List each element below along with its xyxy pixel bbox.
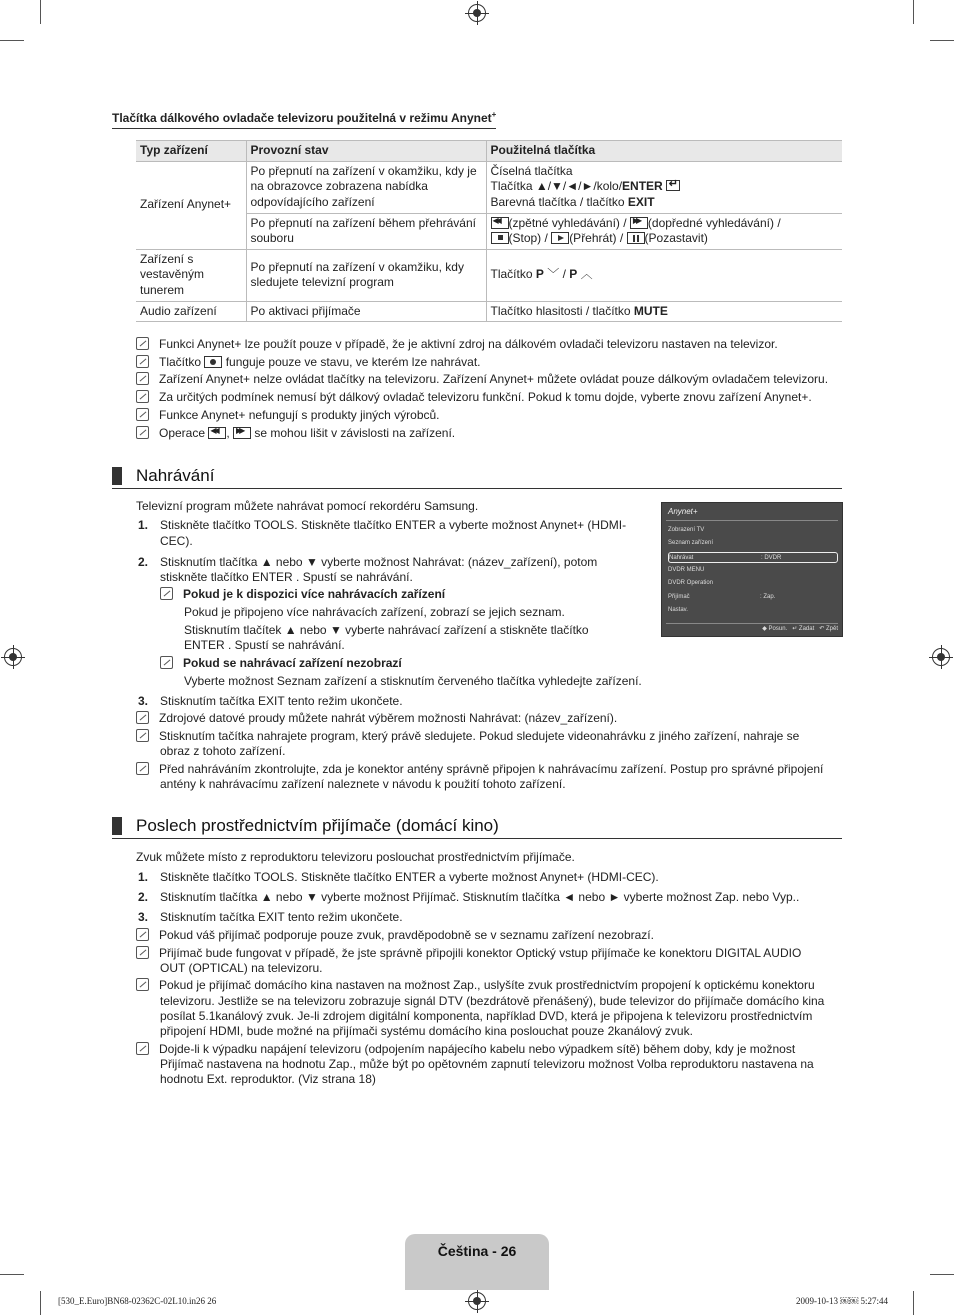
menu-item[interactable]: Nastav.	[668, 607, 688, 613]
cell-buttons: Tlačítko hlasitosti / tlačítko MUTE	[486, 301, 842, 322]
note-icon	[136, 762, 149, 775]
note: Zařízení Anynet+ nelze ovládat tlačítky na televizoru. Zařízení Anynet+ můžete ovládat pouze dálkovým ovladačem televizoru.	[136, 372, 828, 388]
anynet-logo: Anynet+	[668, 507, 698, 516]
note-icon	[136, 337, 149, 350]
menu-item[interactable]: Seznam zařízení	[668, 540, 714, 546]
rewind-icon	[208, 427, 226, 439]
menu-item[interactable]: Zobrazení TV	[668, 527, 705, 533]
step-text: Stiskněte tlačítko TOOLS. Stiskněte tlačítko ENTER a vyberte možnost Anynet+ (HDMI-CEC).	[160, 870, 659, 884]
cell-state: Po přepnutí na zařízení v okamžiku, kdy je na obrazovce zobrazena nabídka odpovídajícího zařízení	[246, 161, 486, 213]
note: Pokud je přijímač domácího kina nastaven na možnost Zap., uslyšíte zvuk prostřednictvím propojení k optickému konektoru	[136, 978, 815, 994]
page-number: Čeština - 26	[437, 1243, 517, 1259]
step-number: 2.	[138, 555, 149, 569]
menu-item[interactable]: DVDR MENU	[668, 567, 705, 573]
note-icon	[136, 729, 149, 742]
fast-forward-icon	[630, 217, 648, 229]
note: Zdrojové datové proudy můžete nahrát výběrem možnosti Nahrávat: (název_zařízení).	[136, 711, 617, 727]
intro-text: Televizní program můžete nahrávat pomocí rekordéru Samsung.	[136, 499, 479, 513]
step-text: Stisknutím tačítka EXIT tento režim ukončete.	[160, 910, 403, 924]
step-text: Stisknutím tačítka EXIT tento režim ukončete.	[160, 694, 403, 708]
col-header-buttons: Použitelná tlačítka	[486, 141, 842, 162]
note-text: televizoru. Jestliže se na televizoru zobrazuje signál DTV (bezdrátově přenášený), bude televizor do přijímače domácího kina	[160, 994, 825, 1008]
step-number: 1.	[138, 870, 149, 884]
crop-mark	[913, 1291, 914, 1315]
note-text: posílat 5.1kanálový zvuk. Je-li zdrojem digitální komponenta, například DVD, která je připojena k televizoru prostřednictvím	[160, 1009, 813, 1023]
step-number: 3.	[138, 694, 149, 708]
crop-mark	[930, 40, 954, 41]
enter-icon	[666, 180, 680, 191]
note: Dojde-li k výpadku napájení televizoru (odpojením napájecího kabelu nebo výpadkem sítě) během doby, kdy je možnost	[136, 1042, 795, 1058]
cell-buttons: Číselná tlačítka Tlačítka ▲/▼/◄/►/kolo/ENTER↵ Barevná tlačítka / tlačítko EXIT	[486, 161, 842, 213]
cell-state: Po přepnutí na zařízení během přehrávání souboru	[246, 213, 486, 249]
print-info-right: 2009-10-13 ￼￼ 5:27:44	[796, 1296, 888, 1306]
note: Funkci Anynet+ lze použít pouze v případě, že je aktivní zdroj na dálkovém ovladači televizoru nastaven na televizor.	[136, 337, 778, 353]
crop-mark	[0, 1274, 24, 1275]
note-icon	[136, 426, 149, 439]
cell-state: Po přepnutí na zařízení v okamžiku, kdy sledujete televizní program	[246, 249, 486, 301]
note-text: hodnotu Ext. reproduktor. (Viz strana 18)	[160, 1072, 376, 1086]
move-icon: ◆	[762, 626, 767, 632]
section-header	[112, 465, 842, 489]
rewind-icon	[491, 217, 509, 229]
crop-mark	[913, 0, 914, 24]
note-text: Pokud je připojeno více nahrávacích zařízení, zobrazí se jejich seznam.	[184, 605, 565, 619]
note: Stisknutím tačítka nahrajete program, který právě sledujete. Pokud sledujete videonahrávku z jiného zařízení, nahraje se	[136, 729, 799, 745]
menu-item[interactable]: DVDR Operation	[668, 580, 714, 586]
cell-type: Zařízení s vestavěným tunerem	[136, 249, 246, 301]
note-icon	[136, 408, 149, 421]
crop-mark	[0, 40, 24, 41]
menu-divider	[666, 520, 838, 521]
note-text: ENTER . Spustí se nahrávání.	[184, 638, 345, 652]
note-text: Přijímač nastavena na hodnotu Zap., může být po opětovném zapnutí televizoru možnost Volba reproduktoru nastavena na	[160, 1057, 814, 1071]
print-info-left: [530_E.Euro]BN68-02362C-02L10.in26 26	[58, 1296, 217, 1306]
note-icon	[136, 928, 149, 941]
note-text: Stisknutím tlačítek ▲ nebo ▼ vyberte nahrávací zařízení a stiskněte tlačítko	[184, 623, 589, 637]
registration-mark-icon	[468, 1292, 486, 1310]
remote-buttons-table	[136, 140, 842, 322]
step-text: Stiskněte tlačítko TOOLS. Stiskněte tlačítko ENTER a vyberte možnost Anynet+ (HDMI-CEC).	[160, 518, 627, 548]
note: Pokud se nahrávací zařízení nezobrazí	[160, 656, 402, 672]
note-icon	[136, 711, 149, 724]
step-number: 1.	[138, 518, 149, 532]
table-title: Tlačítka dálkového ovladače televizoru použitelná v režimu Anynet+	[112, 110, 496, 129]
cell-state: Po aktivaci přijímače	[246, 301, 486, 322]
note-icon	[136, 1042, 149, 1055]
section-header	[112, 815, 842, 839]
note-text: obraz z tohoto zařízení.	[160, 744, 286, 758]
note-icon	[136, 372, 149, 385]
cell-type: Zařízení Anynet+	[136, 161, 246, 249]
play-icon	[551, 232, 569, 244]
registration-mark-icon	[932, 648, 950, 666]
crop-mark	[930, 1274, 954, 1275]
cell-type: Audio zařízení	[136, 301, 246, 322]
fast-forward-icon	[233, 427, 251, 439]
anynet-menu-screenshot	[661, 502, 843, 637]
chevron-down-icon: ﹀	[547, 267, 560, 282]
note-icon	[160, 587, 173, 600]
note: Za určitých podmínek nemusí být dálkový ovladač televizoru funkční. Pokud k tomu dojde, vyberte znovu zařízení Anynet+.	[136, 390, 812, 406]
cell-buttons: ◀◀(zpětné vyhledávání) / ▶▶(dopředné vyhledávání) / (Stop) / (Přehrát) / (Pozastavit)	[486, 213, 842, 249]
menu-item[interactable]: Přijímač : Zap.	[668, 594, 776, 600]
stop-icon	[491, 232, 509, 244]
section-title: Nahrávání	[136, 466, 215, 485]
record-icon	[204, 356, 222, 368]
step-text: Stisknutím tlačítka ▲ nebo ▼ vyberte možnost Nahrávat: (název_zařízení), potom	[160, 555, 598, 569]
menu-item-selected[interactable]: Nahrávat : DVDR	[668, 552, 838, 563]
note: Tlačítko funguje pouze ve stavu, ve kterém lze nahrávat.	[136, 355, 481, 371]
registration-mark-icon	[4, 648, 22, 666]
note: Pokud je k dispozici více nahrávacích zařízení	[160, 587, 445, 603]
note: Přijímač bude fungovat v případě, že jste správně připojili konektor Optický vstup přijímače ke konektoru DIGITAL AUDIO	[136, 946, 801, 962]
step-text: stiskněte tlačítko ENTER . Spustí se nahrávání.	[160, 570, 413, 584]
step-number: 3.	[138, 910, 149, 924]
note: Operace ◀◀, ▶▶ se mohou lišit v závislosti na zařízení.	[136, 426, 455, 442]
return-icon: ↶	[819, 626, 825, 632]
note-icon	[136, 390, 149, 403]
note-text: OUT (OPTICAL) na televizoru.	[160, 961, 323, 975]
menu-footer: ◆ Posun. ↵ Zadat ↶ Zpět	[666, 623, 838, 635]
note-text: Vyberte možnost Seznam zařízení a stisknutím červeného tlačítka vyhledejte zařízení.	[184, 674, 642, 688]
registration-mark-icon	[468, 4, 486, 22]
crop-mark	[40, 0, 41, 24]
intro-text: Zvuk můžete místo z reproduktoru televizoru poslouchat prostřednictvím přijímače.	[136, 850, 575, 864]
enter-icon: ↵	[792, 626, 798, 632]
note-icon	[160, 656, 173, 669]
note-text: antény k nahrávacímu zařízení naleznete v návodu k použití tohoto zařízení.	[160, 777, 566, 791]
step-number: 2.	[138, 890, 149, 904]
col-header-type: Typ zařízení	[136, 141, 246, 162]
note: Pokud váš přijímač podporuje pouze zvuk, pravděpodobně se v seznamu zařízení nezobrazí.	[136, 928, 654, 944]
note-icon	[136, 978, 149, 991]
note: Funkce Anynet+ nefungují s produkty jiných výrobců.	[136, 408, 440, 424]
note-icon	[136, 946, 149, 959]
note: Před nahráváním zkontrolujte, zda je konektor antény správně připojen k nahrávacímu zařízení. Postup pro správné připojení	[136, 762, 823, 778]
cell-buttons: Tlačítko P ﹀ / P ︿	[486, 249, 842, 301]
section-title: Poslech prostřednictvím přijímače (domácí kino)	[136, 816, 499, 835]
note-text: připojení HDMI, bude možné na přijímači systému domácího kina poslouchat pouze 2kanálový zvuk.	[160, 1024, 693, 1038]
note-icon	[136, 355, 149, 368]
chevron-up-icon: ︿	[580, 267, 593, 282]
col-header-state: Provozní stav	[246, 141, 486, 162]
pause-icon	[627, 232, 645, 244]
crop-mark	[40, 1291, 41, 1315]
page-number-tab	[405, 1234, 549, 1290]
step-text: Stisknutím tlačítka ▲ nebo ▼ vyberte možnost Přijímač. Stisknutím tlačítka ◄ nebo ► vyberte možnost Zap. nebo Vyp..	[160, 890, 800, 904]
